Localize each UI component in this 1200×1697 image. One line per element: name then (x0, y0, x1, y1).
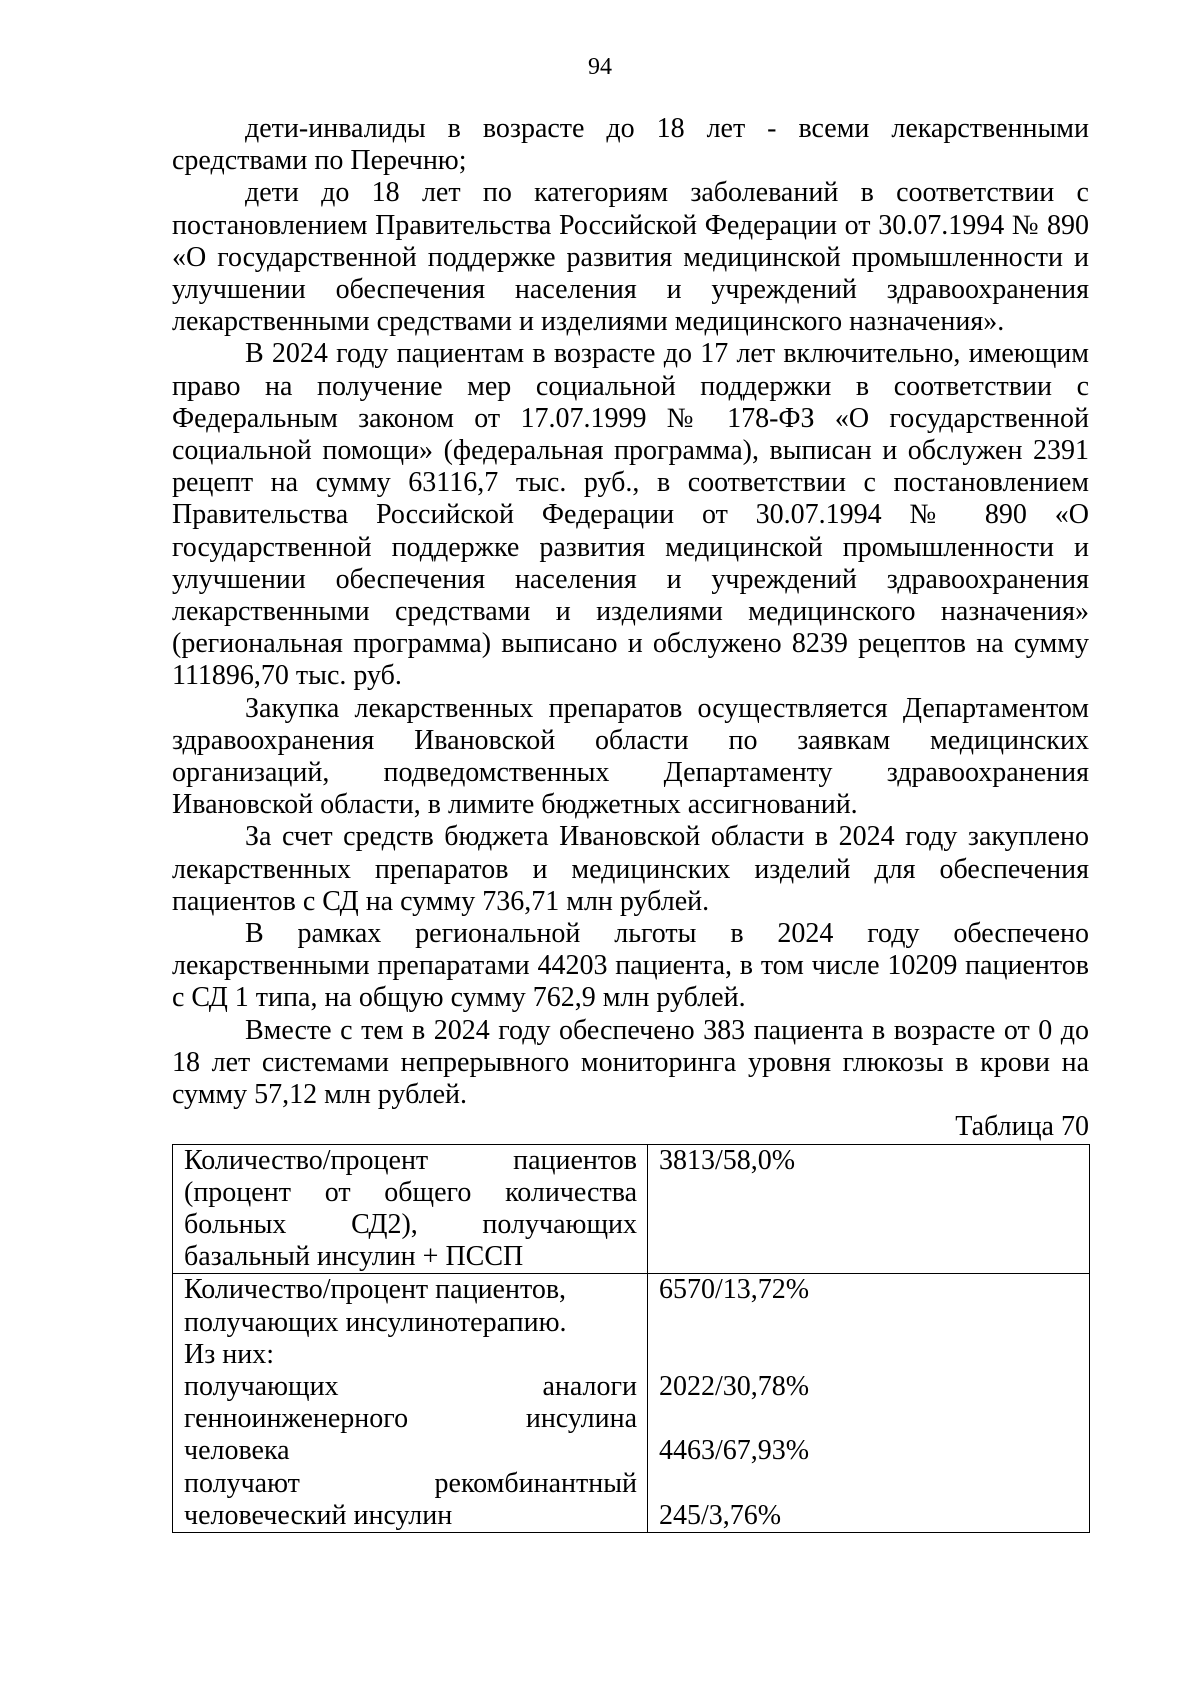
spacer (659, 1468, 1079, 1500)
basal-insulin-value: 3813/58,0% (659, 1144, 796, 1176)
table-cell-label (173, 1144, 648, 1274)
table-row (173, 1274, 1090, 1533)
insulin-table (172, 1144, 1090, 1533)
analogs-label: получающих аналоги генноинженерного инсулина человека (184, 1370, 637, 1467)
table-row (173, 1144, 1090, 1274)
insulin-therapy-value: 6570/13,72% (659, 1274, 810, 1306)
insulin-therapy-label-2: получающих инсулинотерапию. (184, 1306, 567, 1338)
recombinant-value: 245/3,76% (659, 1499, 782, 1531)
analogs-value: 2022/30,78% (659, 1370, 810, 1402)
page-number: 94 (588, 54, 612, 80)
paragraph-procurement: Закупка лекарственных препаратов осуществляется Департаментом здравоохранения Ивановской области по заявкам медицинских организаций, подведомственных Департаменту здравоохранения Ивановской области, в лимите бюджетных ассигнований. (172, 692, 1089, 821)
table-caption: Таблица 70 (955, 1111, 1089, 1143)
recombinant-label: получают рекомбинантный человеческий инсулин (184, 1467, 637, 1531)
insulin-therapy-label: Количество/процент пациентов, (184, 1274, 567, 1306)
basal-insulin-label: Количество/процент пациентов (процент от общего количества больных СД2), получающих базальный инсулин + ПССП (184, 1144, 637, 1273)
paragraph-regional-benefit: В рамках региональной льготы в 2024 году обеспечено лекарственными препаратами 44203 пациента, в том числе 10209 пациентов с СД 1 типа, на общую сумму 762,9 млн рублей. (172, 918, 1089, 1014)
table-cell-value (648, 1274, 1090, 1533)
table-cell-value (648, 1144, 1090, 1274)
paragraph-glucose-monitoring: Вместе с тем в 2024 году обеспечено 383 пациента в возрасте от 0 до 18 лет системами непрерывного мониторинга уровня глюкозы в крови на сумму 57,12 млн рублей. (172, 1014, 1089, 1111)
paragraph-budget-spending: За счет средств бюджета Ивановской области в 2024 году закуплено лекарственных препаратов и медицинских изделий для обеспечения пациентов с СД на сумму 736,71 млн рублей. (172, 821, 1089, 917)
spacer (659, 1339, 1079, 1371)
of-them-label: Из них: (184, 1338, 275, 1370)
paragraph-disabled-children: дети-инвалиды в возрасте до 18 лет - всеми лекарственными средствами по Перечню; (172, 113, 1089, 177)
table-cell-label (173, 1274, 648, 1533)
paragraph-children-by-disease: дети до 18 лет по категориям заболеваний в соответствии с постановлением Правительства Российской Федерации от 30.07.1994 № 890 «О государственной поддержке развития медицинской промышленности и улучшении обеспечения населения и учреждений здравоохранения лекарственными средствами и изделиями медицинского назначения». (172, 177, 1089, 338)
spacer (659, 1307, 1079, 1339)
paragraph-prescriptions-2024: В 2024 году пациентам в возрасте до 17 лет включительно, имеющим право на получение мер социальной поддержки в соответствии с Федеральным законом от 17.07.1999 № 178-ФЗ «О государственной социальной помощи» (федеральная программа), выписан и обслужен 2391 рецепт на сумму 63116,7 тыс. руб., в соответствии с постановлением Правительства Российской Федерации от 30.07.1994 № 890 «О государственной поддержке развития медицинской промышленности и улучшении обеспечения населения и учреждений здравоохранения лекарственными средствами и изделиями медицинского назначения» (региональная программа) выписано и обслужено 8239 рецептов на сумму 111896,70 тыс. руб. (172, 338, 1089, 692)
human-insulin-value: 4463/67,93% (659, 1435, 810, 1467)
spacer (659, 1403, 1079, 1435)
document-body (172, 113, 1089, 1533)
